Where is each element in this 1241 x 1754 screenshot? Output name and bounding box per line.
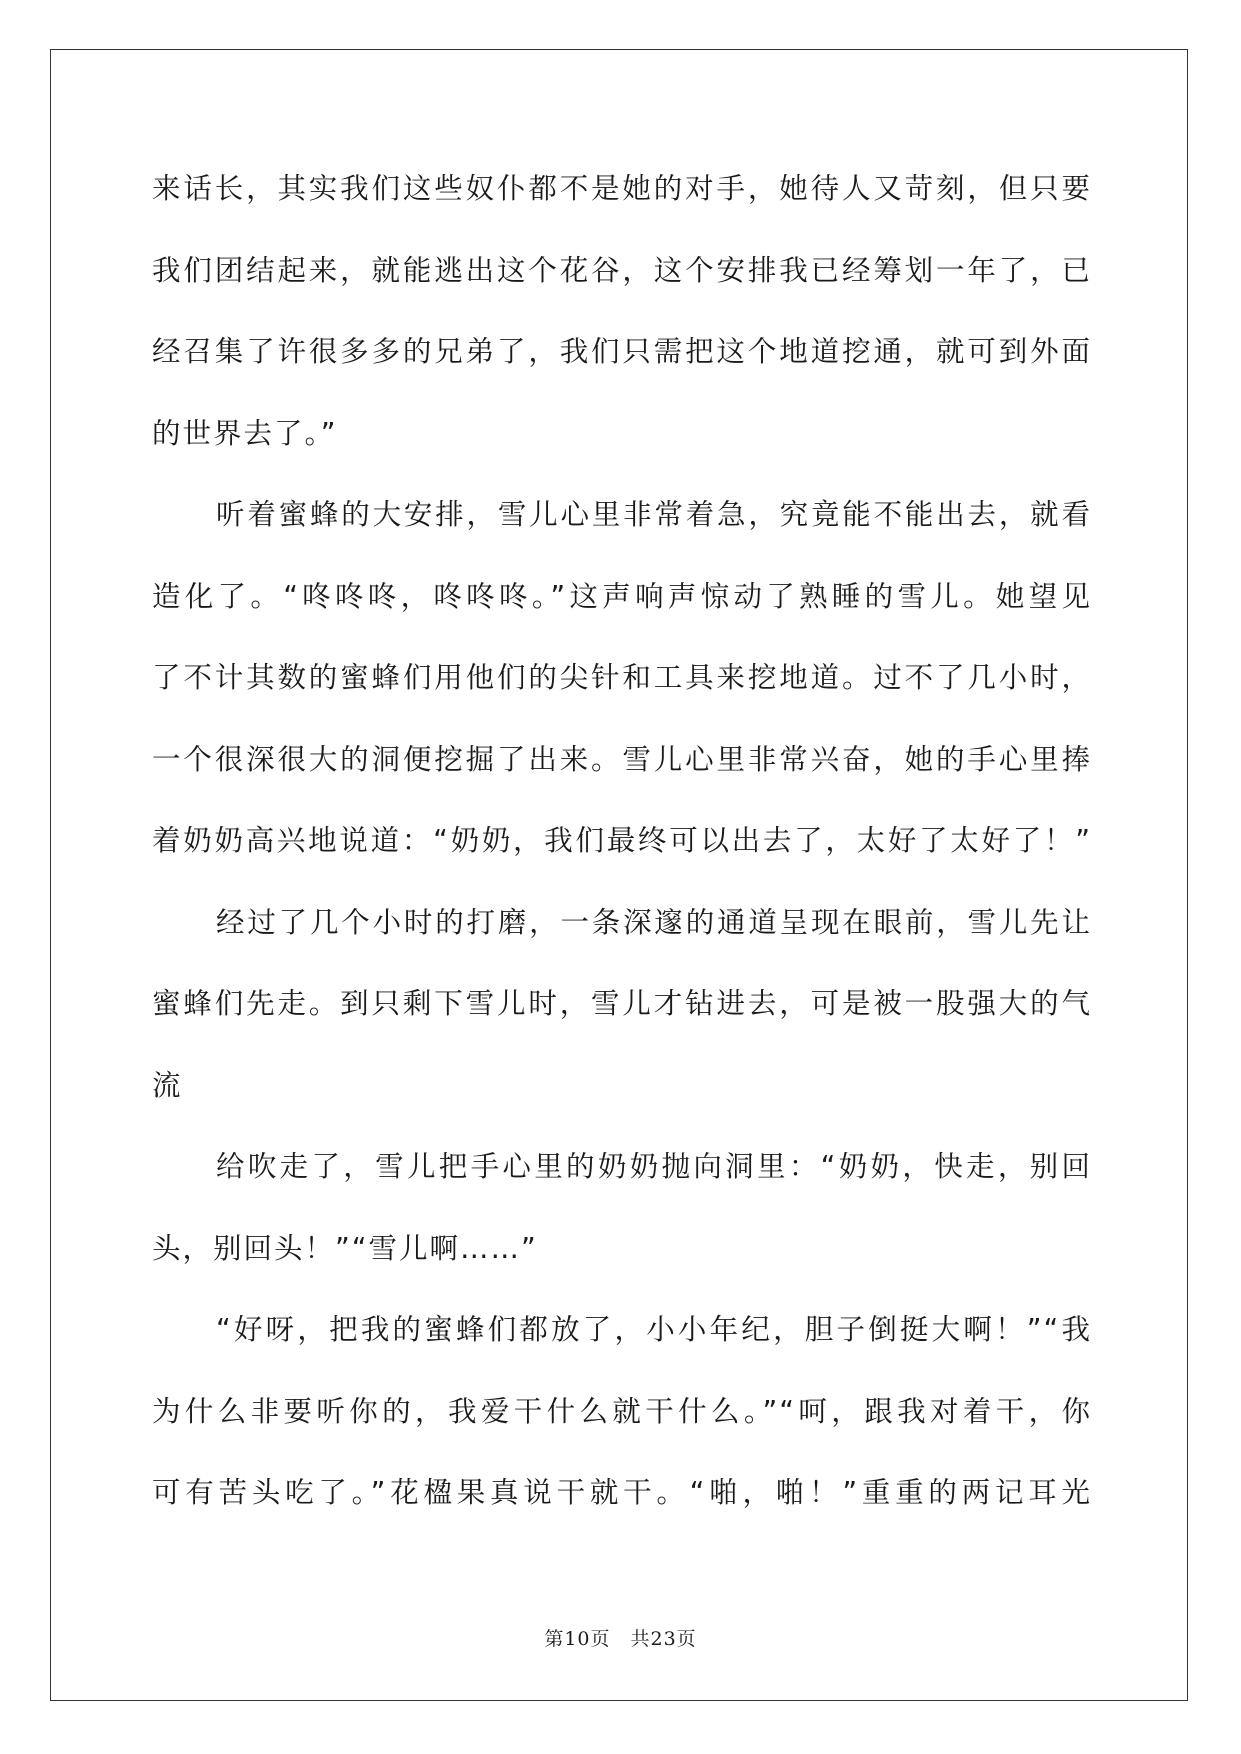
text-line: 蜜蜂们先走。到只剩下雪儿时，雪儿才钻进去，可是被一股强大的气 — [152, 987, 1092, 1020]
text-line: 来话长，其实我们这些奴仆都不是她的对手，她待人又苛刻，但只要 — [152, 172, 1092, 205]
text-line: 流 — [152, 1068, 183, 1102]
text-line: 一个很深很大的洞便挖掘了出来。雪儿心里非常兴奋，她的手心里捧 — [152, 742, 1092, 776]
text-line: 为什么非要听你的，我爱干什么就干什么。”“呵，跟我对着干，你 — [152, 1394, 1092, 1428]
text-line: 的世界去了。” — [152, 416, 338, 450]
body-text — [152, 155, 1092, 1541]
text-line: 给吹走了，雪儿把手心里的奶奶抛向洞里：“奶奶，快走，别回 — [216, 1150, 1092, 1183]
text-line: “好呀，把我的蜜蜂们都放了，小小年纪，胆子倒挺大啊！”“我 — [216, 1313, 1092, 1346]
text-line: 我们团结起来，就能逃出这个花谷，这个安排我已经筹划一年了，已 — [152, 253, 1092, 287]
text-line: 经召集了许很多多的兄弟了，我们只需把这个地道挖通，就可到外面 — [152, 335, 1092, 368]
text-line: 着奶奶高兴地说道：“奶奶，我们最终可以出去了，太好了太好了！” — [152, 824, 1092, 857]
text-line: 了不计其数的蜜蜂们用他们的尖针和工具来挖地道。过不了几小时， — [152, 661, 1092, 694]
text-line: 造化了。“咚咚咚，咚咚咚。”这声响声惊动了熟睡的雪儿。她望见 — [152, 579, 1092, 613]
text-line: 经过了几个小时的打磨，一条深邃的通道呈现在眼前，雪儿先让 — [216, 905, 1092, 939]
page-number: 第10页 共23页 — [544, 1628, 697, 1650]
text-line: 可有苦头吃了。”花楹果真说干就干。“啪，啪！”重重的两记耳光 — [152, 1476, 1092, 1509]
text-line: 听着蜜蜂的大安排，雪儿心里非常着急，究竟能不能出去，就看 — [216, 498, 1092, 531]
text-line: 头，别回头！”“雪儿啊……” — [152, 1231, 538, 1265]
